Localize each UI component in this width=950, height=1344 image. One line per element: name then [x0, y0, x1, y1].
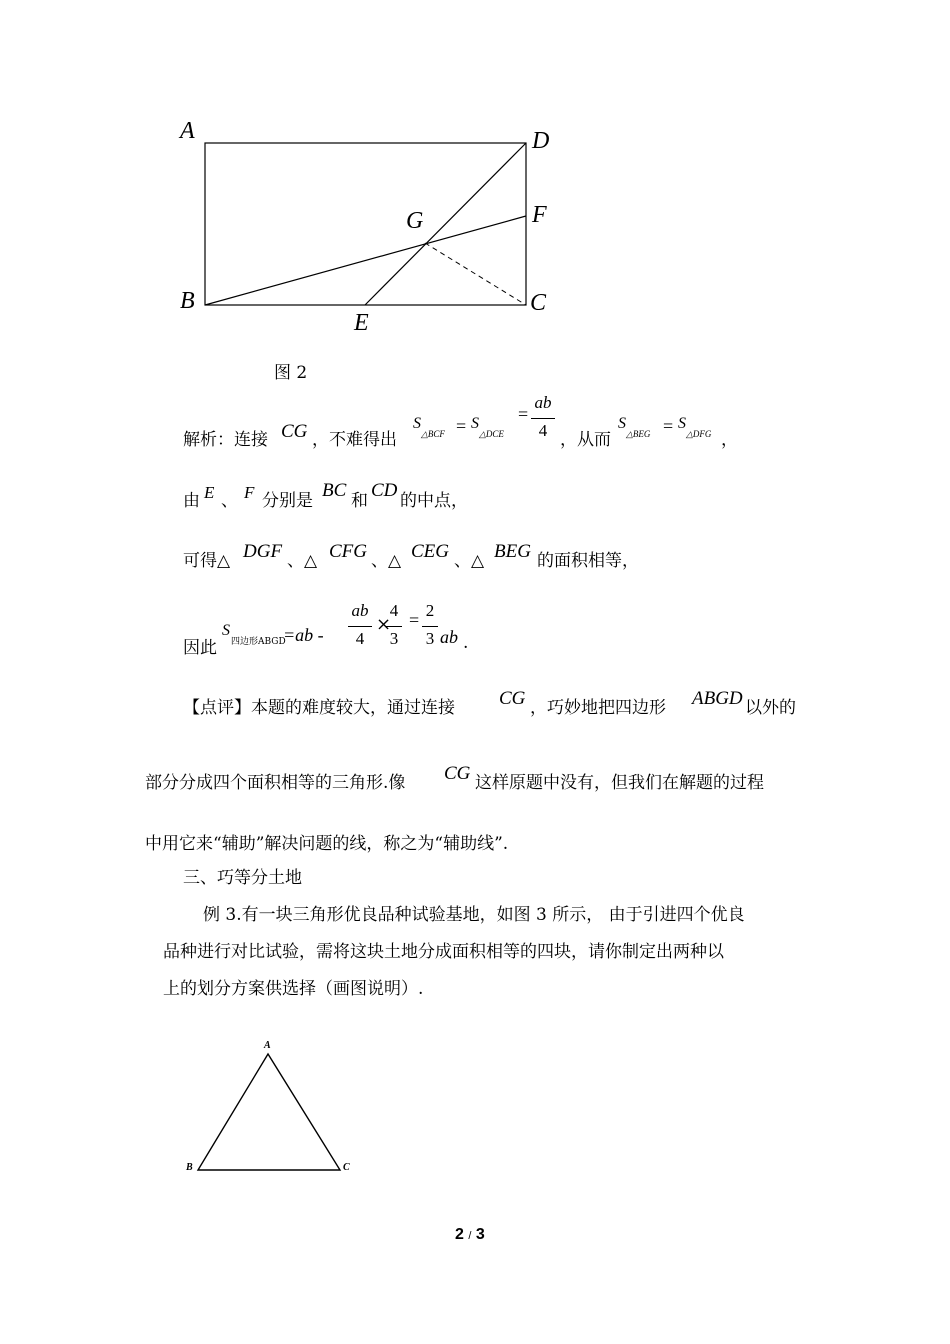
analysis-text: ，从而: [560, 430, 611, 450]
math-times: ×: [376, 614, 392, 635]
math-s: S: [471, 415, 479, 432]
line2-text: 分别是: [262, 491, 313, 511]
analysis-lead: 解析：连接: [183, 430, 268, 450]
line3-text: 、△: [454, 551, 485, 571]
page-current: 2: [455, 1226, 464, 1243]
figure-2-diagram: [0, 0, 950, 360]
triangle-label-c: C: [343, 1162, 350, 1173]
fraction-denominator: 3: [425, 629, 435, 648]
fraction-bar: [531, 418, 555, 419]
point-label-a: A: [180, 118, 195, 144]
math-subscript: △DFG: [686, 429, 712, 439]
math-s: S: [222, 622, 230, 639]
analysis-text: ，不难得出: [312, 430, 397, 450]
math-subscript: △BCF: [421, 429, 445, 439]
line2-text: 由: [183, 491, 200, 511]
math-cd: CD: [371, 480, 398, 501]
math-ab: ab: [440, 627, 458, 647]
comment-text: 这样原题中没有，但我们在解题的过程: [475, 773, 764, 793]
point-label-b: B: [180, 288, 195, 314]
example-text: 品种进行对比试验，需将这块土地分成面积相等的四块，请你制定出两种以: [163, 942, 724, 962]
comment-text: 部分分成四个面积相等的三角形.像: [145, 773, 406, 793]
line3-text: 、△: [287, 551, 318, 571]
line3-text: 的面积相等，: [537, 551, 639, 571]
segment-ed: [365, 143, 526, 305]
math-s: S: [413, 415, 421, 432]
math-equals: =: [518, 404, 529, 424]
point-label-f: F: [532, 202, 547, 228]
math-equals: =: [456, 416, 467, 436]
line2-text: 的中点，: [400, 491, 468, 511]
comment-text: 【点评】本题的难度较大，通过连接: [183, 698, 455, 718]
figure-2-caption: 图 2: [274, 363, 308, 383]
fraction-bar: [422, 626, 438, 627]
page-total: 3: [475, 1226, 485, 1243]
math-eq-ab: =ab -: [283, 625, 324, 645]
analysis-text: ，: [721, 430, 738, 450]
fraction-denominator: 4: [538, 421, 548, 440]
comment-text: 中用它来“辅助”解决问题的线，称之为“辅助线”.: [145, 834, 509, 854]
math-s: S: [618, 415, 626, 432]
math-beg: BEG: [494, 541, 531, 562]
line4-text: .: [463, 633, 469, 653]
math-dgf: DGF: [243, 541, 283, 562]
triangle-label-a: A: [264, 1040, 271, 1051]
segment-bf: [205, 216, 526, 305]
fraction-denominator: 4: [355, 629, 365, 648]
line3-text: 可得△: [183, 551, 231, 571]
comment-text: 以外的: [745, 698, 796, 718]
rectangle-abcd: [205, 143, 526, 305]
triangle-label-b: B: [186, 1162, 193, 1173]
math-cg: CG: [281, 421, 308, 442]
math-f: F: [244, 483, 255, 502]
math-e: E: [204, 483, 215, 502]
line4-text: 因此: [183, 638, 217, 658]
line2-text: 、: [221, 491, 238, 511]
point-label-d: D: [532, 128, 550, 154]
fraction-bar: [386, 626, 402, 627]
line2-text: 和: [351, 491, 368, 511]
math-equals: =: [409, 610, 420, 630]
math-ceg: CEG: [411, 541, 449, 562]
math-cfg: CFG: [329, 541, 367, 562]
math-subscript: △DCE: [479, 429, 504, 439]
comment-text: ，巧妙地把四边形: [530, 698, 666, 718]
point-label-g: G: [406, 208, 424, 234]
fraction-denominator: 3: [389, 629, 399, 648]
math-abgd: ABGD: [692, 688, 743, 709]
example-text: 上的划分方案供选择（画图说明）.: [163, 979, 424, 999]
math-s: S: [678, 415, 686, 432]
math-subscript: 四边形ABGD: [231, 637, 286, 647]
page-number: [455, 1226, 485, 1244]
fraction-numerator: 2: [425, 601, 435, 620]
point-label-c: C: [530, 290, 547, 316]
fraction-bar: [348, 626, 372, 627]
math-cg: CG: [499, 688, 526, 709]
math-bc: BC: [322, 480, 347, 501]
fraction-numerator: 4: [389, 601, 399, 620]
math-equals: =: [663, 416, 674, 436]
line3-text: 、△: [371, 551, 402, 571]
math-subscript: △BEG: [626, 429, 651, 439]
fraction-numerator: ab: [534, 393, 552, 412]
math-cg: CG: [444, 763, 471, 784]
section-heading: 三、巧等分土地: [183, 868, 302, 888]
point-label-e: E: [354, 310, 369, 336]
dashed-segment-gc: [425, 243, 526, 305]
page-separator: /: [468, 1230, 472, 1242]
example-text: 例 3.有一块三角形优良品种试验基地，如图 3 所示， 由于引进四个优良: [203, 905, 745, 925]
fraction-numerator: ab: [351, 601, 369, 620]
